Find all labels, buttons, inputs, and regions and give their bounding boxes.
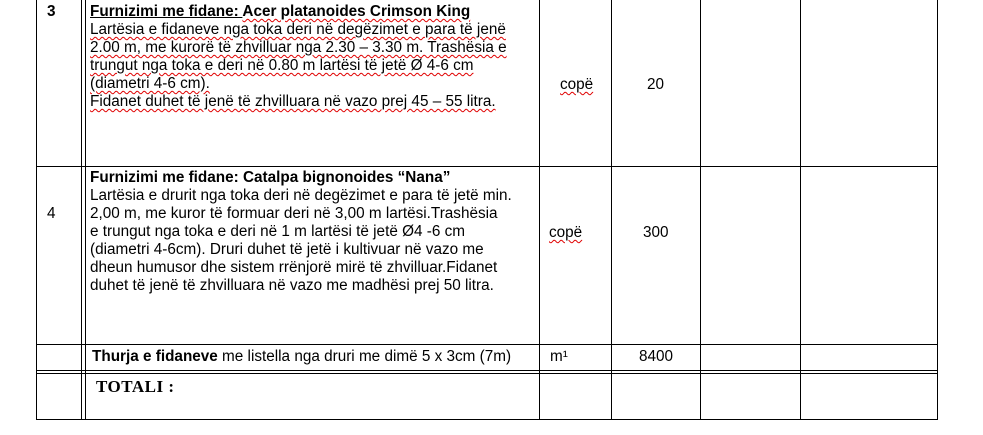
item-title-name: Acer platanoides Crimson King (242, 3, 471, 20)
grid-line (611, 0, 612, 420)
quantity-cell: 20 (647, 76, 665, 93)
quantity-cell: 300 (643, 224, 669, 241)
unit-cell: copë (560, 76, 594, 93)
grid-line (700, 0, 701, 420)
grid-line (36, 419, 938, 420)
grid-line (36, 344, 938, 345)
unit-cell: m¹ (550, 348, 568, 365)
item-description-line: Fidanet duhet të jenë të zhvilluara në vazo prej 45 – 55 litra. (90, 93, 496, 110)
item-title-rest: me listella nga druri me dimë 5 x 3cm (7m) (217, 348, 512, 365)
grid-line (36, 166, 938, 167)
grid-line (800, 0, 801, 420)
unit-cell: copë (549, 224, 583, 241)
item-title: Furnizimi me fidane: Catalpa bignonoides “Nana” (90, 169, 451, 186)
grid-line (937, 0, 938, 420)
item-title (92, 348, 511, 366)
item-title (90, 3, 470, 21)
item-description-line: trungut nga toka e deri në 0.80 m lartësi të jetë Ø 4-6 cm (90, 57, 474, 74)
grid-line (539, 0, 540, 420)
item-title-prefix: Furnizimi me fidane: (90, 3, 243, 20)
grid-line (85, 0, 86, 420)
item-description-line: (diametri 4-6cm). Druri duhet të jetë i kultivuar në vazo me (90, 241, 484, 258)
grid-line (81, 0, 82, 420)
grid-line (36, 370, 938, 371)
item-description-line: Lartësia e fidaneve nga toka deri në degëzimet e para të jenë (90, 21, 506, 38)
grid-line (36, 0, 37, 420)
item-description-line: 2,00 m, me kuror të formuar deri në 3,00 m lartësi.Trashësia (90, 205, 498, 222)
item-description-line: dheun humusor dhe sistem rrënjorë mirë të zhvilluar.Fidanet (90, 259, 498, 276)
item-description-line: duhet të jenë të zhvilluara në vazo me madhësi prej 50 litra. (90, 277, 494, 294)
item-title-bold: Thurja e fidaneve (92, 348, 218, 365)
grid-line (36, 373, 938, 374)
item-description-line: Lartësia e drurit nga toka deri në degëzimet e para të jetë min. (90, 187, 512, 204)
quantity-cell: 8400 (639, 348, 674, 365)
item-description-line: 2.00 m, me kurorë të zhvilluar nga 2.30 – 3.30 m. Trashësia e (90, 39, 507, 56)
total-label: TOTALI : (96, 377, 175, 396)
row-number: 4 (47, 205, 56, 222)
row-number: 3 (47, 3, 56, 20)
item-description-line: e trungut nga toka e deri në 1 m lartësi të jetë Ø4 -6 cm (90, 223, 465, 240)
item-description-line: (diametri 4-6 cm). (90, 75, 210, 92)
